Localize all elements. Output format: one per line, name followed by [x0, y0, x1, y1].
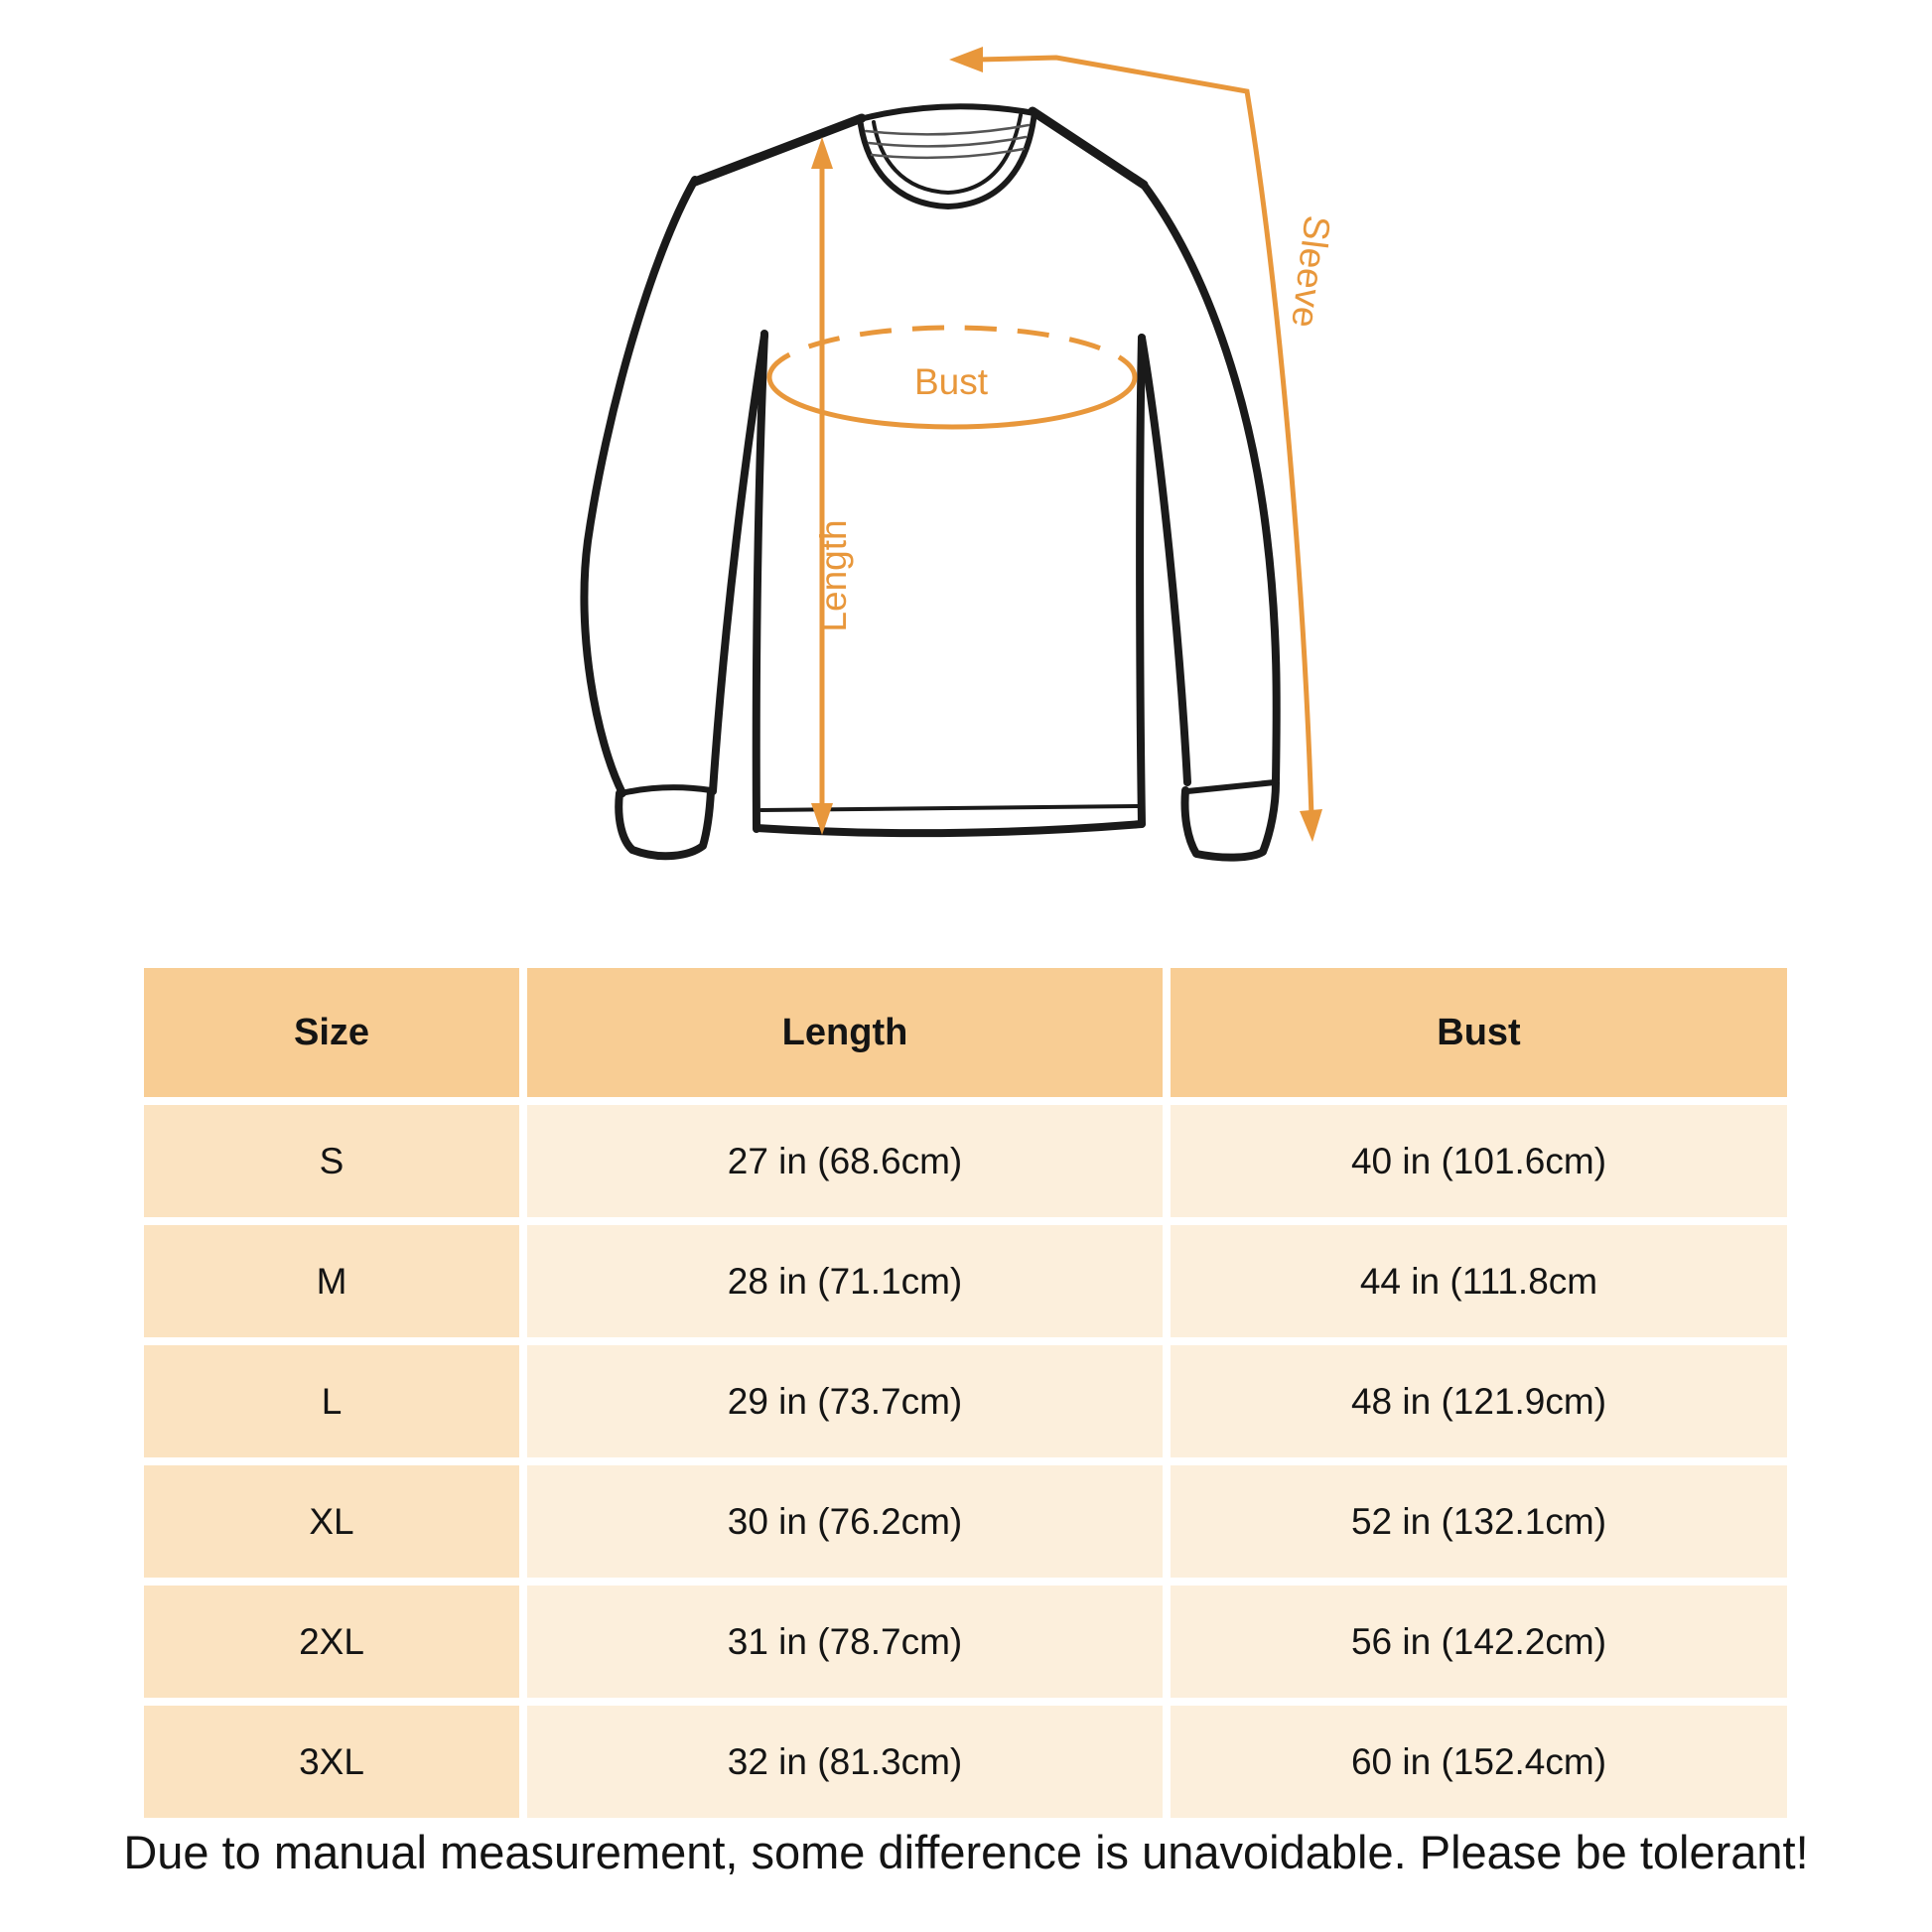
- hem-bottom: [757, 824, 1142, 833]
- bust-cell: 60 in (152.4cm): [1171, 1706, 1787, 1818]
- header-cell-bust: Bust: [1171, 968, 1787, 1097]
- measurement-disclaimer: Due to manual measurement, some difference is unavoidable. Please be tolerant!: [123, 1826, 1809, 1878]
- sleeve-label: Sleeve: [1284, 212, 1338, 331]
- torso-right-edge: [1140, 338, 1142, 824]
- length-cell: 31 in (78.7cm): [527, 1586, 1163, 1698]
- right-shoulder-line: [1033, 111, 1144, 185]
- length-cell: 32 in (81.3cm): [527, 1706, 1163, 1818]
- bust-cell: 52 in (132.1cm): [1171, 1465, 1787, 1578]
- bust-cell: 48 in (121.9cm): [1171, 1345, 1787, 1457]
- length-cell: 28 in (71.1cm): [527, 1225, 1163, 1337]
- length-cell: 30 in (76.2cm): [527, 1465, 1163, 1578]
- bust-cell: 56 in (142.2cm): [1171, 1586, 1787, 1698]
- right-sleeve-inner: [1142, 338, 1187, 782]
- left-cuff-top: [621, 787, 711, 793]
- size-cell: L: [144, 1345, 519, 1457]
- shirt-outline: [584, 106, 1276, 857]
- collar-back-neck: [860, 106, 1035, 119]
- bust-cell: 40 in (101.6cm): [1171, 1105, 1787, 1217]
- size-cell: S: [144, 1105, 519, 1217]
- left-shoulder-line: [695, 118, 862, 182]
- bust-label: Bust: [913, 361, 989, 402]
- sleeve-arrow: [949, 47, 1322, 842]
- sleeve-arrowhead-down: [1300, 809, 1322, 842]
- left-sleeve-outer: [584, 180, 695, 793]
- length-cell: 27 in (68.6cm): [527, 1105, 1163, 1217]
- size-cell: XL: [144, 1465, 519, 1578]
- length-arrowhead-up: [811, 137, 833, 169]
- collar-ribbing: [866, 125, 1029, 158]
- right-cuff-top: [1187, 782, 1275, 791]
- size-cell: 2XL: [144, 1586, 519, 1698]
- length-cell: 29 in (73.7cm): [527, 1345, 1163, 1457]
- bust-cell: 44 in (111.8cm: [1171, 1225, 1787, 1337]
- header-cell-size: Size: [144, 968, 519, 1097]
- length-label: Length: [813, 519, 854, 632]
- shirt-measurement-diagram: [0, 0, 1932, 943]
- sleeve-arrowhead-left: [949, 47, 983, 72]
- torso-left-edge: [757, 334, 764, 829]
- right-cuff: [1184, 782, 1276, 858]
- size-cell: 3XL: [144, 1706, 519, 1818]
- left-cuff: [619, 791, 711, 856]
- length-arrow: [811, 137, 833, 835]
- size-table: [144, 968, 1787, 1818]
- size-cell: M: [144, 1225, 519, 1337]
- header-cell-length: Length: [527, 968, 1163, 1097]
